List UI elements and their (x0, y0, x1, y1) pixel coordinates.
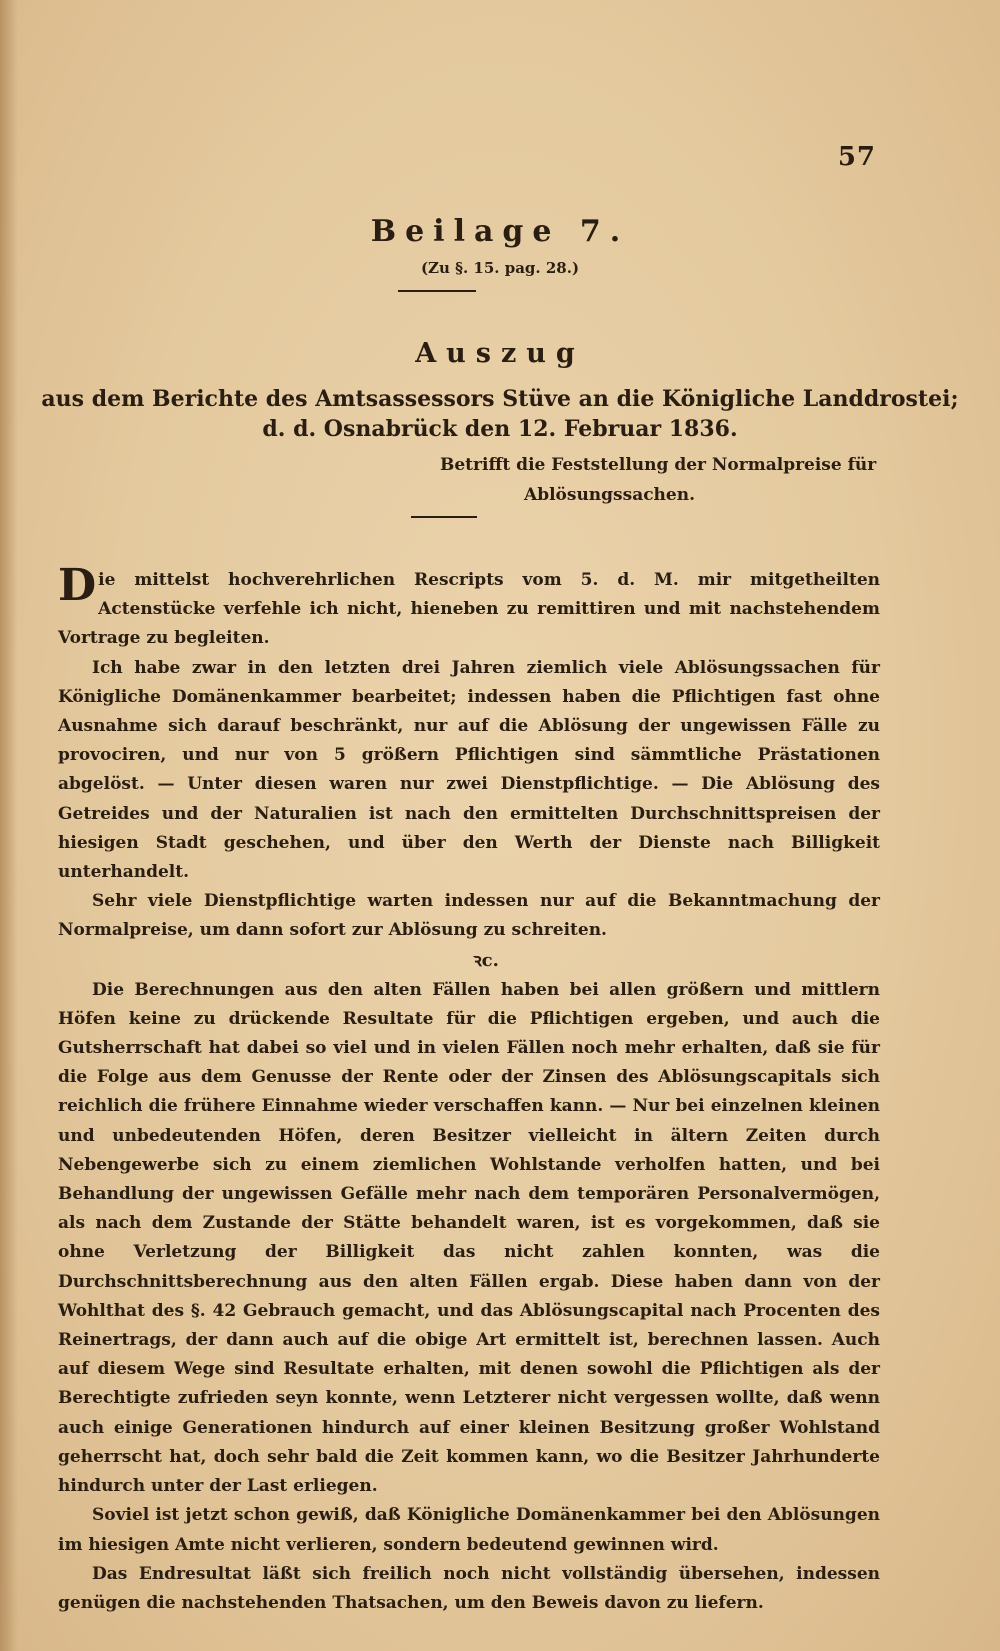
section-reference: (Zu §. 15. pag. 28.) (420, 259, 580, 277)
document-title: Auszug (415, 338, 585, 369)
paragraph-5: Soviel ist jetzt schon gewiß, daß Königliche Domänenkammer bei den Ablösungen im hiesigen Amte nicht verlieren, sondern bedeutend gewinnen wird. (58, 1505, 880, 1555)
subject-line-1: Betrifft die Feststellung der Normalpreise für (440, 455, 877, 475)
drop-cap: D (58, 560, 97, 611)
divider-rule-top (398, 290, 476, 292)
subtitle-line-1: aus dem Berichte des Amtsassessors Stüve an die Königliche Landdrostei; (41, 386, 959, 412)
divider-rule-middle (411, 516, 477, 518)
appendix-heading: Beilage 7. (370, 214, 630, 249)
subject-line-2: Ablösungssachen. (524, 485, 696, 505)
paragraph-4: Die Berechnungen aus den alten Fällen haben bei allen größern und mittlern Höfen keine zu drückende Resultate für die Pflichtigen ergeben, und auch die Gutsherrschaft hat dabei so viel und in vielen Fällen noch mehr erhalten, daß sie für die Folge aus dem Genusse der Rente oder der Zinsen des Ablösungscapitals sich reichlich die frühere Einnahme wieder verschaffen kann. — Nur bei einzelnen kleinen und unbedeutenden Höfen, deren Besitzer vielleicht in ältern Zeiten durch Nebengewerbe sich zu einem ziemlichen Wohlstande verholfen hatten, und bei Behandlung der ungewissen Gefälle mehr nach dem temporären Personalvermögen, als nach dem Zustande der Stätte behandelt waren, ist es vorgekommen, daß sie ohne Verletzung der Billigkeit das nicht zahlen konnten, was die Durchschnittsberechnung aus den alten Fällen ergab. Diese haben dann von der Wohlthat des §. 42 Gebrauch gemacht, und das Ablösungscapital nach Procenten des Reinertrags, der dann auch auf die obige Art ermittelt ist, berechnen lassen. Auch auf diesem Wege sind Resultate erhalten, mit denen sowohl die Pflichtigen als der Berechtigte zufrieden seyn konnte, wenn Letzterer nicht vergessen wollte, daß wenn auch einige Generationen hindurch auf einer kleinen Besitzung großer Wohlstand geherrscht hat, doch sehr bald die Zeit kommen kann, wo die Besitzer Jahrhunderte hindurch unter der Last erliegen. (58, 979, 880, 1497)
paragraph-2: Ich habe zwar in den letzten drei Jahren ziemlich viele Ablösungssachen für Königliche Domänenkammer bearbeitet; indessen haben die Pflichtigen fast ohne Ausnahme sich darauf beschränkt, nur auf die Ablösung der ungewissen Fälle zu provociren, und nur von 5 größern Pflichtigen sind sämmtliche Prästationen abgelöst. — Unter diesen waren nur zwei Dienstpflichtige. — Die Ablösung des Getreides und der Naturalien ist nach den ermittelten Durchschnittspreisen der hiesigen Stadt geschehen, und über den Werth der Dienste nach Billigkeit unterhandelt. (58, 657, 880, 883)
etc-mark: ꝛc. (473, 949, 499, 971)
subject-note (440, 450, 880, 510)
paragraph-3: Sehr viele Dienstpflichtige warten indessen nur auf die Bekanntmachung der Normalpreise, um dann sofort zur Ablösung zu schreiten. (58, 891, 880, 941)
subtitle-line-2: d. d. Osnabrück den 12. Februar 1836. (262, 416, 738, 442)
paragraph-6: Das Endresultat läßt sich freilich noch nicht vollständig übersehen, indessen genügen die nachstehenden Thatsachen, um den Beweis davon zu liefern. (58, 1563, 880, 1613)
paragraph-1: Die mittelst hochverehrlichen Rescripts vom 5. d. M. mir mitgetheilten Actenstücke verfehle ich nicht, hieneben zu remittiren und mit nachstehendem Vortrage zu begleiten. (58, 560, 880, 649)
body-text (58, 560, 880, 1618)
page-number: 57 (837, 142, 876, 172)
